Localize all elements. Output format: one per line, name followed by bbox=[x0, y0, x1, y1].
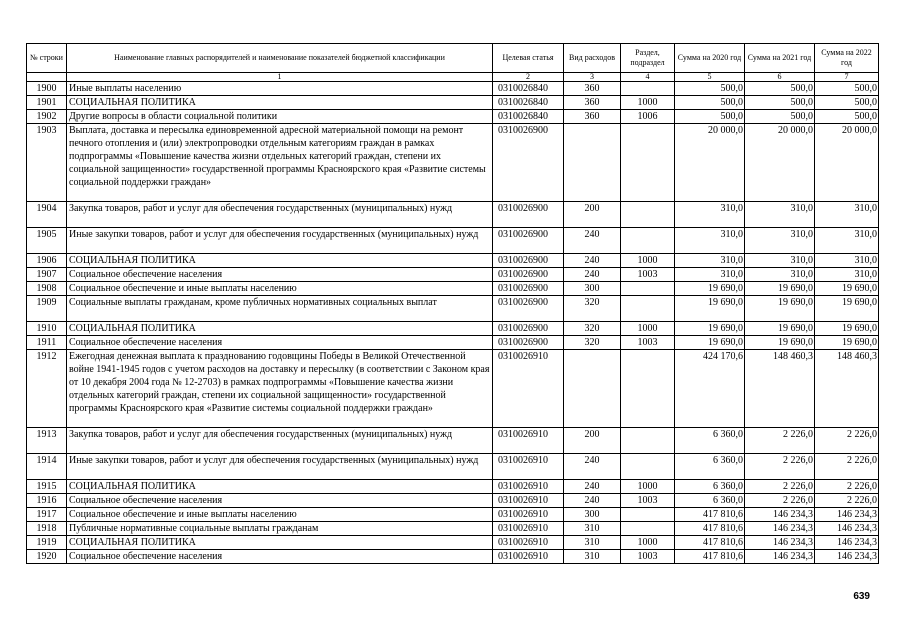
expense-type bbox=[564, 350, 621, 428]
target-article: 0310026900 bbox=[493, 268, 564, 282]
table-row bbox=[27, 428, 879, 454]
sum-2020: 500,0 bbox=[675, 82, 745, 96]
table-row bbox=[27, 480, 879, 494]
sum-2021: 146 234,3 bbox=[745, 550, 815, 564]
target-article: 0310026910 bbox=[493, 522, 564, 536]
section-code: 1000 bbox=[621, 254, 675, 268]
expense-type: 320 bbox=[564, 322, 621, 336]
table-body bbox=[27, 82, 879, 564]
sum-2022: 148 460,3 bbox=[815, 350, 879, 428]
section-code: 1003 bbox=[621, 268, 675, 282]
section-code: 1000 bbox=[621, 480, 675, 494]
header-section: Раздел, подраздел bbox=[621, 44, 675, 73]
sum-2021: 2 226,0 bbox=[745, 494, 815, 508]
row-name: Социальное обеспечение и иные выплаты населению bbox=[67, 282, 493, 296]
section-code: 1003 bbox=[621, 336, 675, 350]
section-code bbox=[621, 228, 675, 254]
row-name: Закупка товаров, работ и услуг для обеспечения государственных (муниципальных) нужд bbox=[67, 428, 493, 454]
sum-2022: 2 226,0 bbox=[815, 428, 879, 454]
row-name: СОЦИАЛЬНАЯ ПОЛИТИКА bbox=[67, 480, 493, 494]
target-article: 0310026910 bbox=[493, 350, 564, 428]
sum-2020: 19 690,0 bbox=[675, 296, 745, 322]
sum-2021: 310,0 bbox=[745, 228, 815, 254]
expense-type: 360 bbox=[564, 110, 621, 124]
target-article: 0310026900 bbox=[493, 124, 564, 202]
header-sum-2022: Сумма на 2022 год bbox=[815, 44, 879, 73]
row-number: 1911 bbox=[27, 336, 67, 350]
header-sum-2021: Сумма на 2021 год bbox=[745, 44, 815, 73]
table-row bbox=[27, 82, 879, 96]
sum-2020: 500,0 bbox=[675, 110, 745, 124]
table-row bbox=[27, 536, 879, 550]
section-code bbox=[621, 350, 675, 428]
table-row bbox=[27, 268, 879, 282]
row-name: Социальные выплаты гражданам, кроме публичных нормативных социальных выплат bbox=[67, 296, 493, 322]
row-name: Социальное обеспечение населения bbox=[67, 336, 493, 350]
sum-2022: 500,0 bbox=[815, 82, 879, 96]
target-article: 0310026910 bbox=[493, 536, 564, 550]
sum-2020: 310,0 bbox=[675, 254, 745, 268]
section-code: 1000 bbox=[621, 536, 675, 550]
target-article: 0310026900 bbox=[493, 336, 564, 350]
target-article: 0310026910 bbox=[493, 428, 564, 454]
sum-2022: 310,0 bbox=[815, 228, 879, 254]
expense-type: 200 bbox=[564, 428, 621, 454]
table-row bbox=[27, 96, 879, 110]
expense-type: 200 bbox=[564, 202, 621, 228]
sum-2022: 310,0 bbox=[815, 202, 879, 228]
sum-2021: 2 226,0 bbox=[745, 480, 815, 494]
row-number: 1905 bbox=[27, 228, 67, 254]
sum-2022: 2 226,0 bbox=[815, 494, 879, 508]
row-number: 1906 bbox=[27, 254, 67, 268]
sum-2021: 310,0 bbox=[745, 202, 815, 228]
row-number: 1910 bbox=[27, 322, 67, 336]
sum-2022: 146 234,3 bbox=[815, 536, 879, 550]
sum-2020: 310,0 bbox=[675, 228, 745, 254]
row-number: 1907 bbox=[27, 268, 67, 282]
target-article: 0310026910 bbox=[493, 550, 564, 564]
row-name: СОЦИАЛЬНАЯ ПОЛИТИКА bbox=[67, 96, 493, 110]
sum-2022: 500,0 bbox=[815, 110, 879, 124]
sum-2020: 417 810,6 bbox=[675, 522, 745, 536]
sum-2022: 19 690,0 bbox=[815, 322, 879, 336]
row-number: 1913 bbox=[27, 428, 67, 454]
row-name: Социальное обеспечение населения bbox=[67, 494, 493, 508]
section-code bbox=[621, 508, 675, 522]
sum-2020: 6 360,0 bbox=[675, 494, 745, 508]
sum-2020: 417 810,6 bbox=[675, 536, 745, 550]
row-number: 1912 bbox=[27, 350, 67, 428]
sum-2022: 500,0 bbox=[815, 96, 879, 110]
sum-2021: 500,0 bbox=[745, 82, 815, 96]
row-name: Социальное обеспечение населения bbox=[67, 268, 493, 282]
table-row bbox=[27, 322, 879, 336]
row-name: Ежегодная денежная выплата к празднованию годовщины Победы в Великой Отечественной войне 1941-1945 годов с учетом расходов на доставку и пересылку (в соответствии с Законом края от 10 декабря 2004 года № 12-2703) в рамках подпрограммы «Повышение качества жизни отдельных категорий граждан, степени их социальной защищенности» государственной программы Красноярского края «Развитие системы социальной поддержки граждан» bbox=[67, 350, 493, 428]
row-number: 1916 bbox=[27, 494, 67, 508]
budget-table bbox=[26, 43, 879, 564]
sum-2020: 19 690,0 bbox=[675, 336, 745, 350]
sum-2021: 19 690,0 bbox=[745, 296, 815, 322]
expense-type: 300 bbox=[564, 282, 621, 296]
expense-type: 320 bbox=[564, 336, 621, 350]
sum-2021: 148 460,3 bbox=[745, 350, 815, 428]
section-code bbox=[621, 428, 675, 454]
column-number: 4 bbox=[621, 73, 675, 82]
header-expense-type: Вид расходов bbox=[564, 44, 621, 73]
column-number: 3 bbox=[564, 73, 621, 82]
row-number: 1903 bbox=[27, 124, 67, 202]
row-name: СОЦИАЛЬНАЯ ПОЛИТИКА bbox=[67, 322, 493, 336]
sum-2022: 19 690,0 bbox=[815, 336, 879, 350]
sum-2022: 146 234,3 bbox=[815, 508, 879, 522]
sum-2022: 146 234,3 bbox=[815, 550, 879, 564]
section-code bbox=[621, 522, 675, 536]
page-number: 639 bbox=[853, 591, 870, 602]
table-row bbox=[27, 228, 879, 254]
column-number: 6 bbox=[745, 73, 815, 82]
sum-2020: 310,0 bbox=[675, 268, 745, 282]
table-row bbox=[27, 494, 879, 508]
sum-2021: 310,0 bbox=[745, 268, 815, 282]
sum-2021: 500,0 bbox=[745, 96, 815, 110]
target-article: 0310026900 bbox=[493, 296, 564, 322]
expense-type: 360 bbox=[564, 96, 621, 110]
row-name: Иные выплаты населению bbox=[67, 82, 493, 96]
row-name: Социальное обеспечение населения bbox=[67, 550, 493, 564]
row-number: 1901 bbox=[27, 96, 67, 110]
sum-2021: 19 690,0 bbox=[745, 322, 815, 336]
row-number: 1918 bbox=[27, 522, 67, 536]
sum-2021: 19 690,0 bbox=[745, 282, 815, 296]
target-article: 0310026900 bbox=[493, 254, 564, 268]
section-code bbox=[621, 124, 675, 202]
target-article: 0310026910 bbox=[493, 508, 564, 522]
sum-2022: 310,0 bbox=[815, 254, 879, 268]
header-row-number: № строки bbox=[27, 44, 67, 73]
section-code: 1006 bbox=[621, 110, 675, 124]
expense-type: 240 bbox=[564, 254, 621, 268]
table-row bbox=[27, 454, 879, 480]
target-article: 0310026910 bbox=[493, 454, 564, 480]
table-row bbox=[27, 522, 879, 536]
row-name: Публичные нормативные социальные выплаты гражданам bbox=[67, 522, 493, 536]
sum-2021: 310,0 bbox=[745, 254, 815, 268]
section-code: 1003 bbox=[621, 550, 675, 564]
row-name: СОЦИАЛЬНАЯ ПОЛИТИКА bbox=[67, 536, 493, 550]
column-number bbox=[27, 73, 67, 82]
sum-2022: 2 226,0 bbox=[815, 480, 879, 494]
expense-type: 310 bbox=[564, 522, 621, 536]
expense-type: 310 bbox=[564, 550, 621, 564]
column-number: 5 bbox=[675, 73, 745, 82]
section-code bbox=[621, 296, 675, 322]
section-code bbox=[621, 282, 675, 296]
sum-2022: 2 226,0 bbox=[815, 454, 879, 480]
column-number: 1 bbox=[67, 73, 493, 82]
header-name: Наименование главных распорядителей и наименование показателей бюджетной классификации bbox=[67, 44, 493, 73]
expense-type: 360 bbox=[564, 82, 621, 96]
sum-2021: 146 234,3 bbox=[745, 522, 815, 536]
row-name: Социальное обеспечение и иные выплаты населению bbox=[67, 508, 493, 522]
row-number: 1904 bbox=[27, 202, 67, 228]
row-name: Закупка товаров, работ и услуг для обеспечения государственных (муниципальных) нужд bbox=[67, 202, 493, 228]
row-number: 1909 bbox=[27, 296, 67, 322]
sum-2021: 2 226,0 bbox=[745, 454, 815, 480]
row-number: 1908 bbox=[27, 282, 67, 296]
sum-2021: 2 226,0 bbox=[745, 428, 815, 454]
row-number: 1902 bbox=[27, 110, 67, 124]
section-code: 1000 bbox=[621, 322, 675, 336]
row-number: 1914 bbox=[27, 454, 67, 480]
expense-type: 240 bbox=[564, 480, 621, 494]
expense-type bbox=[564, 124, 621, 202]
sum-2020: 6 360,0 bbox=[675, 428, 745, 454]
sum-2020: 424 170,6 bbox=[675, 350, 745, 428]
section-code bbox=[621, 82, 675, 96]
table-row bbox=[27, 508, 879, 522]
sum-2020: 19 690,0 bbox=[675, 282, 745, 296]
sum-2021: 146 234,3 bbox=[745, 508, 815, 522]
sum-2021: 500,0 bbox=[745, 110, 815, 124]
table-row bbox=[27, 254, 879, 268]
expense-type: 240 bbox=[564, 494, 621, 508]
row-name: Иные закупки товаров, работ и услуг для обеспечения государственных (муниципальных) нужд bbox=[67, 454, 493, 480]
sum-2020: 19 690,0 bbox=[675, 322, 745, 336]
expense-type: 240 bbox=[564, 228, 621, 254]
section-code bbox=[621, 454, 675, 480]
target-article: 0310026840 bbox=[493, 96, 564, 110]
sum-2020: 417 810,6 bbox=[675, 550, 745, 564]
target-article: 0310026900 bbox=[493, 202, 564, 228]
table-header-row bbox=[27, 44, 879, 73]
expense-type: 240 bbox=[564, 268, 621, 282]
table-row bbox=[27, 350, 879, 428]
target-article: 0310026840 bbox=[493, 110, 564, 124]
sum-2020: 6 360,0 bbox=[675, 454, 745, 480]
sum-2021: 19 690,0 bbox=[745, 336, 815, 350]
expense-type: 320 bbox=[564, 296, 621, 322]
sum-2021: 146 234,3 bbox=[745, 536, 815, 550]
expense-type: 240 bbox=[564, 454, 621, 480]
table-row bbox=[27, 336, 879, 350]
row-name: СОЦИАЛЬНАЯ ПОЛИТИКА bbox=[67, 254, 493, 268]
table-row bbox=[27, 124, 879, 202]
expense-type: 310 bbox=[564, 536, 621, 550]
section-code: 1003 bbox=[621, 494, 675, 508]
section-code: 1000 bbox=[621, 96, 675, 110]
sum-2020: 20 000,0 bbox=[675, 124, 745, 202]
expense-type: 300 bbox=[564, 508, 621, 522]
target-article: 0310026910 bbox=[493, 480, 564, 494]
table-row bbox=[27, 110, 879, 124]
sum-2022: 310,0 bbox=[815, 268, 879, 282]
row-number: 1920 bbox=[27, 550, 67, 564]
target-article: 0310026900 bbox=[493, 228, 564, 254]
sum-2022: 19 690,0 bbox=[815, 296, 879, 322]
header-sum-2020: Сумма на 2020 год bbox=[675, 44, 745, 73]
sum-2020: 500,0 bbox=[675, 96, 745, 110]
sum-2022: 19 690,0 bbox=[815, 282, 879, 296]
column-number: 7 bbox=[815, 73, 879, 82]
row-name: Выплата, доставка и пересылка единовременной адресной материальной помощи на ремонт печного отопления и (или) электропроводки отдельным категориям граждан в рамках подпрограммы «Повышение качества жизни отдельных категорий граждан, степени их социальной защищенности» государственной программы Красноярского края «Развитие системы социальной поддержки граждан» bbox=[67, 124, 493, 202]
table-row bbox=[27, 202, 879, 228]
column-number: 2 bbox=[493, 73, 564, 82]
row-name: Иные закупки товаров, работ и услуг для обеспечения государственных (муниципальных) нужд bbox=[67, 228, 493, 254]
row-number: 1917 bbox=[27, 508, 67, 522]
sum-2020: 6 360,0 bbox=[675, 480, 745, 494]
column-number-row bbox=[27, 73, 879, 82]
target-article: 0310026840 bbox=[493, 82, 564, 96]
row-number: 1900 bbox=[27, 82, 67, 96]
target-article: 0310026900 bbox=[493, 282, 564, 296]
table-row bbox=[27, 282, 879, 296]
sum-2020: 310,0 bbox=[675, 202, 745, 228]
sum-2022: 146 234,3 bbox=[815, 522, 879, 536]
sum-2021: 20 000,0 bbox=[745, 124, 815, 202]
target-article: 0310026900 bbox=[493, 322, 564, 336]
table-row bbox=[27, 550, 879, 564]
row-number: 1915 bbox=[27, 480, 67, 494]
row-number: 1919 bbox=[27, 536, 67, 550]
section-code bbox=[621, 202, 675, 228]
row-name: Другие вопросы в области социальной политики bbox=[67, 110, 493, 124]
sum-2020: 417 810,6 bbox=[675, 508, 745, 522]
table-row bbox=[27, 296, 879, 322]
target-article: 0310026910 bbox=[493, 494, 564, 508]
sum-2022: 20 000,0 bbox=[815, 124, 879, 202]
header-target-article: Целевая статья bbox=[493, 44, 564, 73]
